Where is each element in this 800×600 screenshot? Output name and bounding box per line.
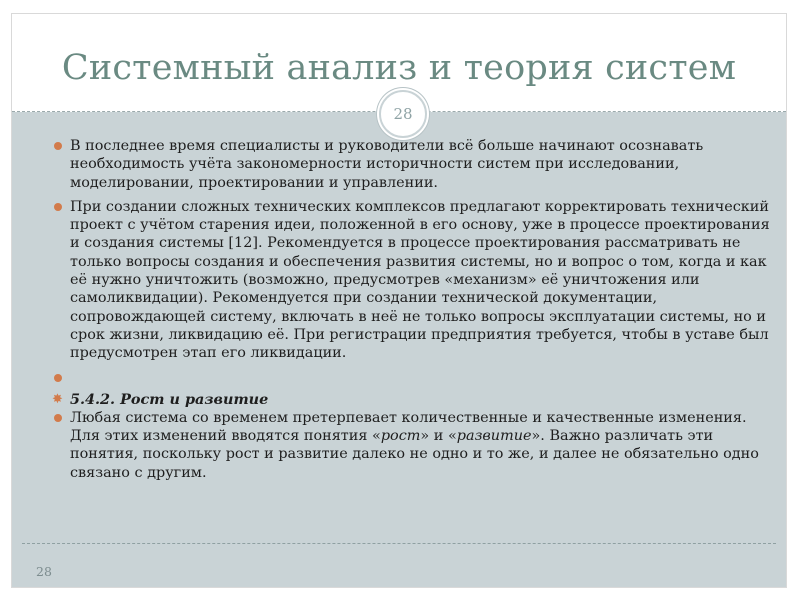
term-development: развитие <box>456 428 532 445</box>
term-growth: рост <box>380 428 421 445</box>
bullet-icon <box>54 203 62 211</box>
paragraph-text-part: » и « <box>420 428 457 445</box>
bullet-icon <box>54 142 62 150</box>
empty-list-item <box>54 369 772 387</box>
list-item-heading <box>54 391 772 409</box>
list-item <box>54 409 772 482</box>
list-item <box>54 198 772 363</box>
content-list <box>54 137 772 482</box>
footer-slide-number: 28 <box>36 564 52 579</box>
list-item <box>54 137 772 192</box>
slide-number-badge: 28 <box>379 90 427 138</box>
slide-title: Системный анализ и теория систем <box>61 48 737 88</box>
paragraph-text: В последнее время специалисты и руководители всё больше начинают осознавать необходимость учёта закономерности историчности систем при исследовании, моделировании, проектировании и управлении. <box>70 138 704 191</box>
section-heading: 5.4.2. Рост и развитие <box>70 390 269 408</box>
slide <box>11 13 787 588</box>
footer-divider <box>22 543 776 544</box>
paragraph-text-part: Любая система со временем претерпевает количественные и качественные изменения. Для этих изменений вводятся понятия « <box>70 409 747 445</box>
paragraph-text-part: ». Важно различать эти понятия, поскольку рост и развитие далеко не одно и то же, и далее не обязательно одно связано с другим. <box>70 428 759 481</box>
paragraph-text: При создании сложных технических комплексов предлагают корректировать технический проект с учётом старения идеи, положенной в его основу, уже в процессе проектирования и создания системы [12]. Рекомендуется в процессе проектирования рассматривать не только вопросы создания и обеспечения развития системы, но и вопрос о том, когда и как её нужно уничтожить (возможно, предусмотрев «механизм» её уничтожения или самоликвидации). Рекомендуется при создании технической документации, сопровождающей систему, включать в неё не только вопросы эксплуатации системы, но и срок жизни, ликвидацию её. При регистрации предприятия требуется, чтобы в уставе был предусмотрен этап его ликвидации. <box>70 198 770 362</box>
star-bullet-icon: ✸ <box>52 391 63 407</box>
bullet-icon <box>54 374 62 382</box>
bullet-icon <box>54 414 62 422</box>
